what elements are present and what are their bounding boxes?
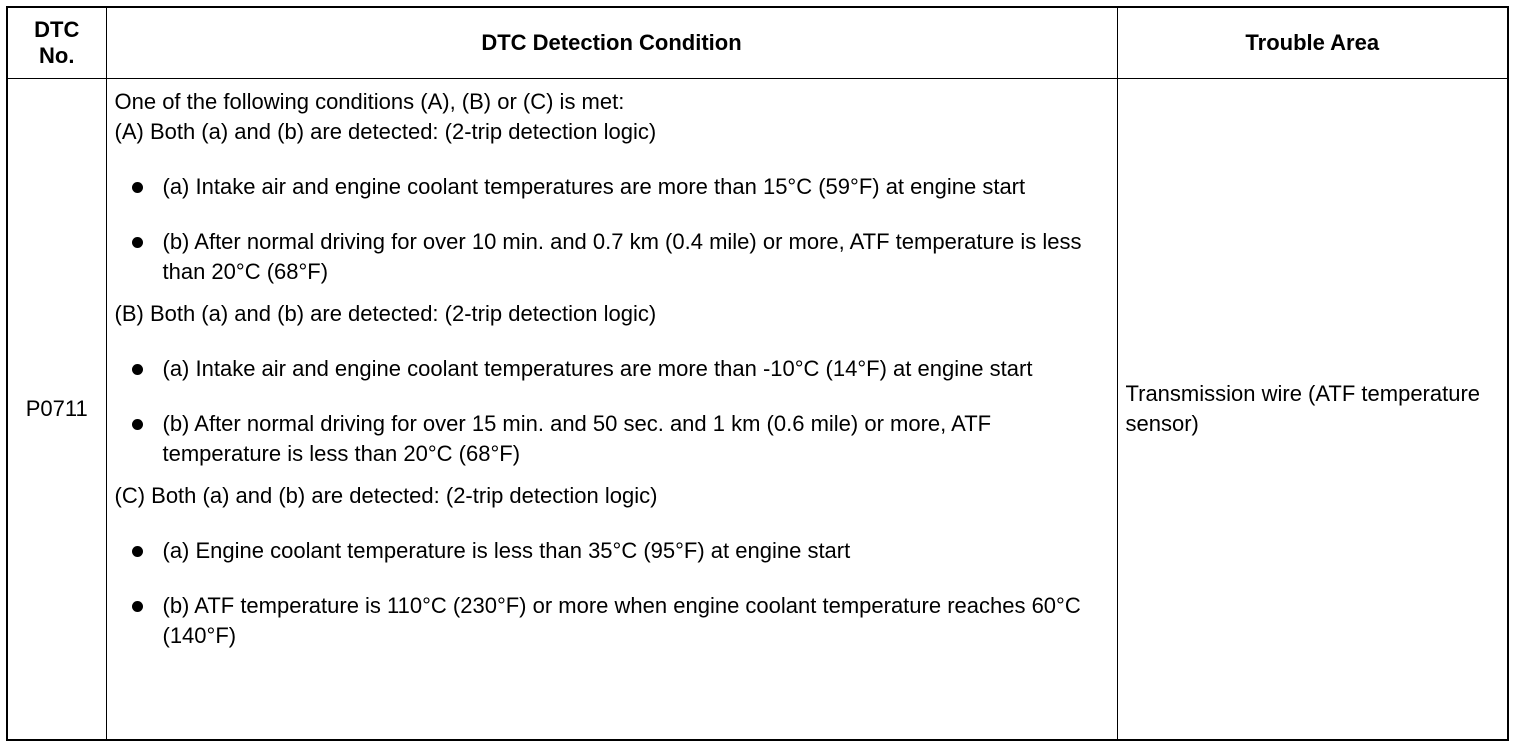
bullet-icon — [132, 182, 143, 193]
list-item — [115, 354, 1109, 384]
list-item — [115, 227, 1109, 287]
dtc-table — [6, 6, 1509, 741]
bullet-icon — [132, 419, 143, 430]
bullet-icon — [132, 364, 143, 375]
bullet-text: (b) ATF temperature is 110°C (230°F) or more when engine coolant temperature reaches 60°C (140°F) — [162, 593, 1081, 648]
list-item — [115, 172, 1109, 202]
table-row — [7, 79, 1508, 741]
list-item — [115, 591, 1109, 651]
condition-group-c-list — [115, 536, 1109, 651]
condition-group-a-list — [115, 172, 1109, 287]
bullet-icon — [132, 546, 143, 557]
header-dtc-no: DTC No. — [7, 7, 106, 79]
table-header-row — [7, 7, 1508, 79]
bullet-icon — [132, 237, 143, 248]
condition-group-c-heading: (C) Both (a) and (b) are detected: (2-trip detection logic) — [114, 483, 658, 508]
bullet-text: (b) After normal driving for over 15 min. and 50 sec. and 1 km (0.6 mile) or more, ATF temperature is less than 20°C (68°F) — [162, 411, 992, 466]
trouble-area-cell: Transmission wire (ATF temperature sensor) — [1117, 79, 1508, 741]
bullet-text: (a) Engine coolant temperature is less than 35°C (95°F) at engine start — [162, 538, 851, 563]
header-detection-condition: DTC Detection Condition — [106, 7, 1117, 79]
condition-group-b-list — [115, 354, 1109, 469]
list-item — [115, 409, 1109, 469]
header-trouble-area: Trouble Area — [1117, 7, 1508, 79]
dtc-code-cell: P0711 — [7, 79, 106, 741]
bullet-text: (a) Intake air and engine coolant temperatures are more than -10°C (14°F) at engine start — [162, 356, 1033, 381]
bullet-icon — [132, 601, 143, 612]
condition-intro: One of the following conditions (A), (B) or (C) is met: — [114, 89, 625, 114]
bullet-text: (a) Intake air and engine coolant temperatures are more than 15°C (59°F) at engine start — [162, 174, 1026, 199]
condition-group-a-heading: (A) Both (a) and (b) are detected: (2-trip detection logic) — [114, 119, 657, 144]
condition-group-b-heading: (B) Both (a) and (b) are detected: (2-trip detection logic) — [114, 301, 657, 326]
bullet-text: (b) After normal driving for over 10 min. and 0.7 km (0.4 mile) or more, ATF temperature is less than 20°C (68°F) — [162, 229, 1082, 284]
detection-condition-cell — [106, 79, 1117, 741]
list-item — [115, 536, 1109, 566]
